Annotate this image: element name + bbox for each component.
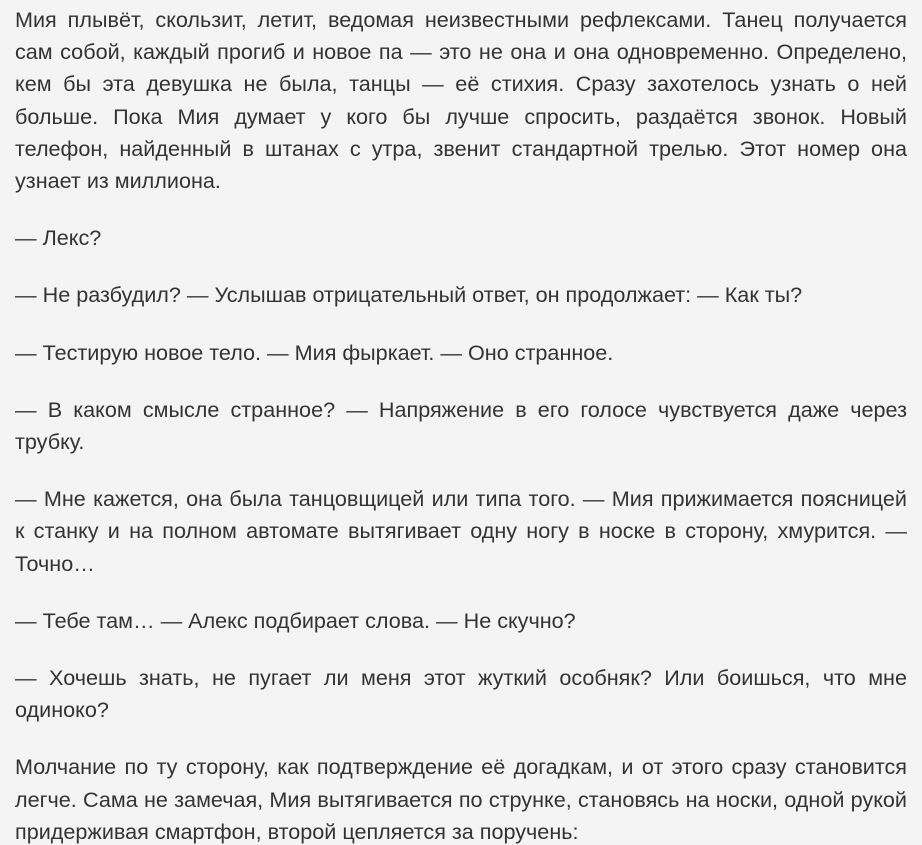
paragraph-dialogue-body: — Тестирую новое тело. — Мия фыркает. — Оно странное. (15, 339, 614, 365)
paragraph-dialogue-bored: — Тебе там… — Алекс подбирает слова. — Не скучно? (15, 607, 576, 633)
paragraph-dialogue-dancer: — Мне кажется, она была танцовщицей или типа того. — Мия прижимается поясницей к станку и на полном автомате вытягивает одну ногу в носке в сторону, хмурится. — Точно… (15, 486, 907, 576)
paragraph-dialogue-lex: — Лекс? (15, 225, 102, 251)
paragraph-dialogue-mansion: — Хочешь знать, не пугает ли меня этот жуткий особняк? Или боишься, что мне одиноко? (15, 665, 907, 723)
paragraph-dialogue-strange: — В каком смысле странное? — Напряжение в его голосе чувствуется даже через трубку. (15, 396, 907, 455)
paragraph-narration-silence: Молчание по ту сторону, как подтверждение её догадкам, и от этого сразу становится легче. Сама не замечая, Мия вытягивается по струнке, становясь на носки, одной рукой придерживая смартфон, второй цепляется за поручень: (15, 754, 907, 844)
paragraph-narration-dance: Мия плывёт, скользит, летит, ведомая неизвестными рефлексами. Танец получается сам собой, каждый прогиб и новое па — это не она и она одновременно. Определено, кем бы эта девушка не была, танцы — её стихия. Сразу захотелось узнать о ней больше. Пока Мия думает у кого бы лучше спросить, раздаётся звонок. Новый телефон, найденный в штанах с утра, звенит стандартной трелью. Этот номер она узнает из миллиона. (15, 7, 907, 194)
paragraph-dialogue-wake: — Не разбудил? — Услышав отрицательный ответ, он продолжает: — Как ты? (15, 282, 803, 308)
